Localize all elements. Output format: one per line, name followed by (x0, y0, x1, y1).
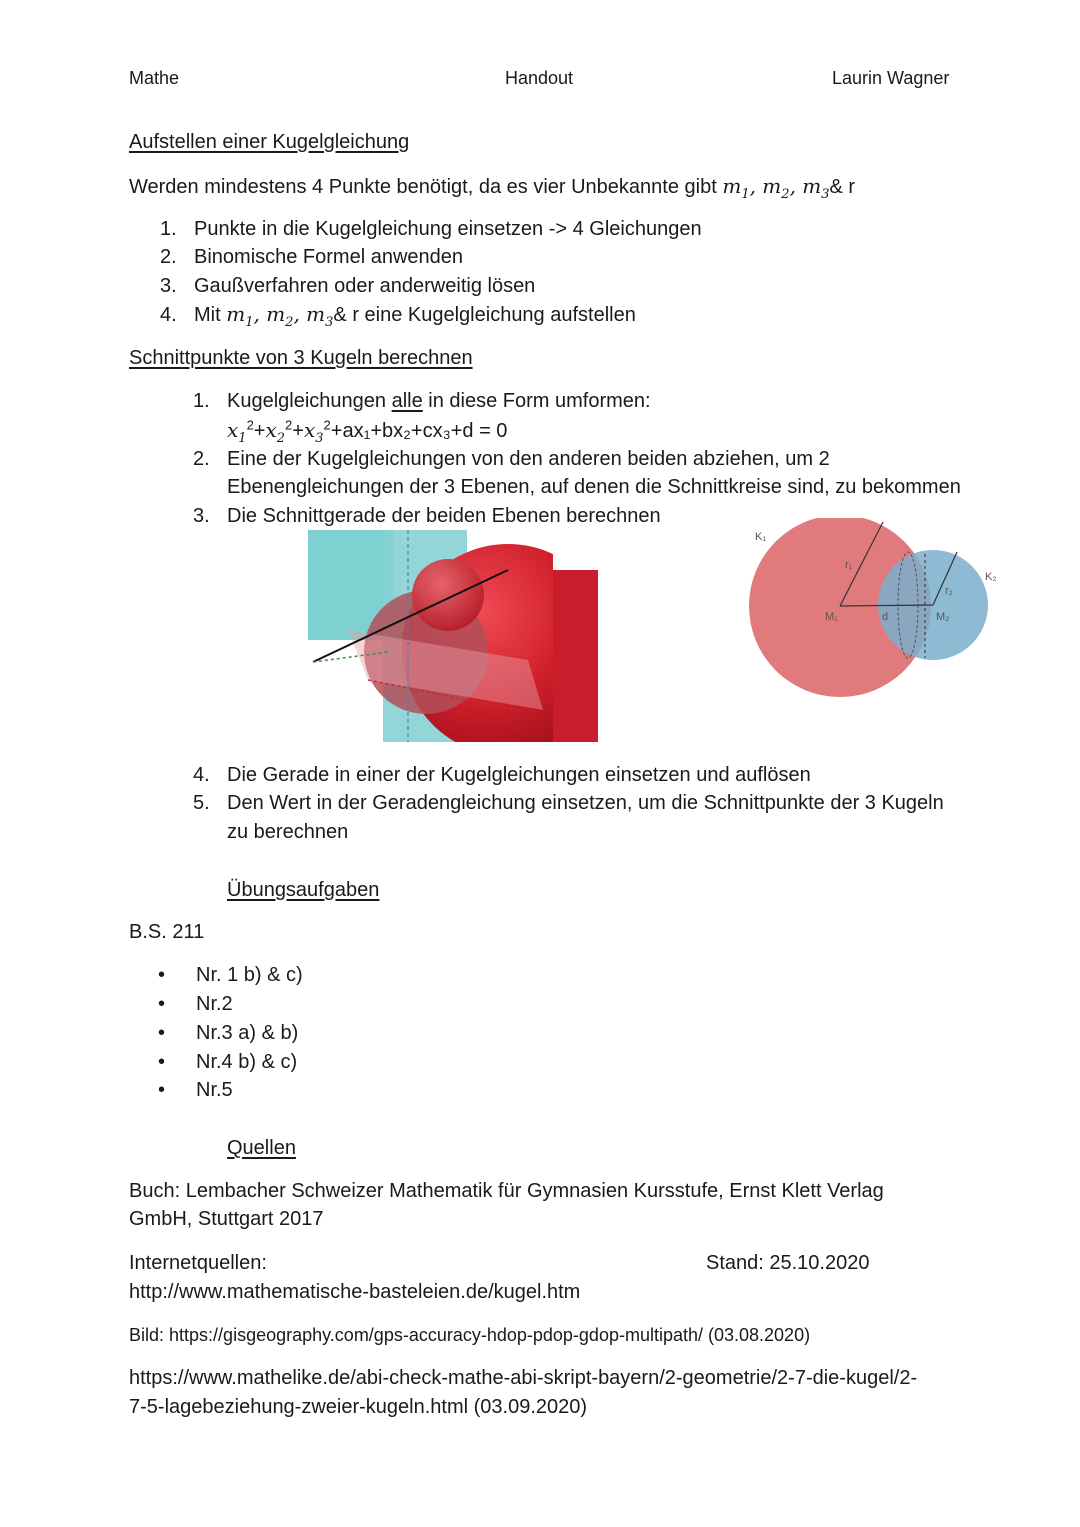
label-m1: M₁ (825, 611, 838, 623)
list-item: 3. Gaußverfahren oder anderweitig lösen (160, 275, 536, 297)
list-item: • Nr.3 a) & b) (158, 1022, 299, 1044)
list-item: 3. Die Schnittgerade der beiden Ebenen berechnen (193, 505, 661, 527)
section-title-schnittpunkte: Schnittpunkte von 3 Kugeln berechnen (129, 347, 473, 369)
internet-sources-label: Internetquellen: (129, 1252, 267, 1274)
two-spheres-diagram (745, 518, 1010, 700)
source-link[interactable]: https://gisgeography.com/gps-accuracy-hdop-pdop-gdop-multipath/ (03.08.2020) (169, 1325, 811, 1345)
label-k1: K₁ (755, 531, 767, 543)
exercises-title: Übungsaufgaben (227, 879, 380, 901)
sources-date: Stand: 25.10.2020 (706, 1252, 870, 1274)
source-book: Buch: Lembacher Schweizer Mathematik für Gymnasien Kursstufe, Ernst Klett Verlag (129, 1180, 884, 1202)
label-m2: M₂ (936, 611, 950, 623)
list-item: 5. Den Wert in der Geradengleichung einsetzen, um die Schnittpunkte der 3 Kugeln (193, 792, 944, 814)
list-item: • Nr.4 b) & c) (158, 1051, 298, 1073)
label-k2: K₂ (985, 571, 997, 583)
three-spheres-illustration (308, 530, 600, 742)
general-form-formula: $x_1^2+x_2^2+x_3^2+ax_1+bx_2+cx_3+d = 0$ (227, 417, 508, 446)
exercises-book-page: B.S. 211 (129, 921, 205, 943)
list-item-continuation: zu berechnen (227, 821, 349, 843)
source-link[interactable]: http://www.mathematische-basteleien.de/kugel.htm (129, 1281, 581, 1303)
section-title-kugelgleichung: Aufstellen einer Kugelgleichung (129, 131, 410, 153)
list-item: 2. Eine der Kugelgleichungen von den anderen beiden abziehen, um 2 (193, 448, 830, 470)
header-subject: Mathe (129, 68, 180, 88)
source-link[interactable]: https://www.mathelike.de/abi-check-mathe-abi-skript-bayern/2-geometrie/2-7-die-kugel/2- (129, 1367, 918, 1389)
list-item: 4. Die Gerade in einer der Kugelgleichungen einsetzen und auflösen (193, 764, 811, 786)
label-r2: r₂ (945, 585, 953, 597)
list-item: 4. Mit $m_1$, $m_2$, $m_3\&$ r eine Kugelgleichung aufstellen (160, 302, 636, 330)
label-r1: r₁ (845, 559, 853, 571)
source-image: Bild: https://gisgeography.com/gps-accuracy-hdop-pdop-gdop-multipath/ (03.08.2020) (129, 1325, 811, 1345)
list-item: • Nr.2 (158, 993, 233, 1015)
source-link-cont[interactable]: 7-5-lagebeziehung-zweier-kugeln.html (03.09.2020) (129, 1396, 588, 1418)
source-book-cont: GmbH, Stuttgart 2017 (129, 1208, 324, 1230)
list-item: 1. Punkte in die Kugelgleichung einsetzen -> 4 Gleichungen (160, 218, 702, 240)
header-title: Handout (505, 68, 574, 88)
label-d: d (882, 611, 889, 623)
sources-title: Quellen (227, 1137, 296, 1159)
list-item-continuation: Ebenengleichungen der 3 Ebenen, auf denen die Schnittkreise sind, zu bekommen (227, 476, 961, 498)
section1-intro: Werden mindestens 4 Punkte benötigt, da es vier Unbekannte gibt $m_1$, $m_2$, $m_3\&$ r (129, 174, 856, 202)
list-item: 2. Binomische Formel anwenden (160, 246, 464, 268)
header-author: Laurin Wagner (832, 68, 950, 88)
list-item: 1. Kugelgleichungen alle in diese Form umformen: (193, 390, 651, 412)
list-item: • Nr. 1 b) & c) (158, 964, 303, 986)
sphere-small (412, 559, 484, 631)
list-item: • Nr.5 (158, 1079, 233, 1101)
